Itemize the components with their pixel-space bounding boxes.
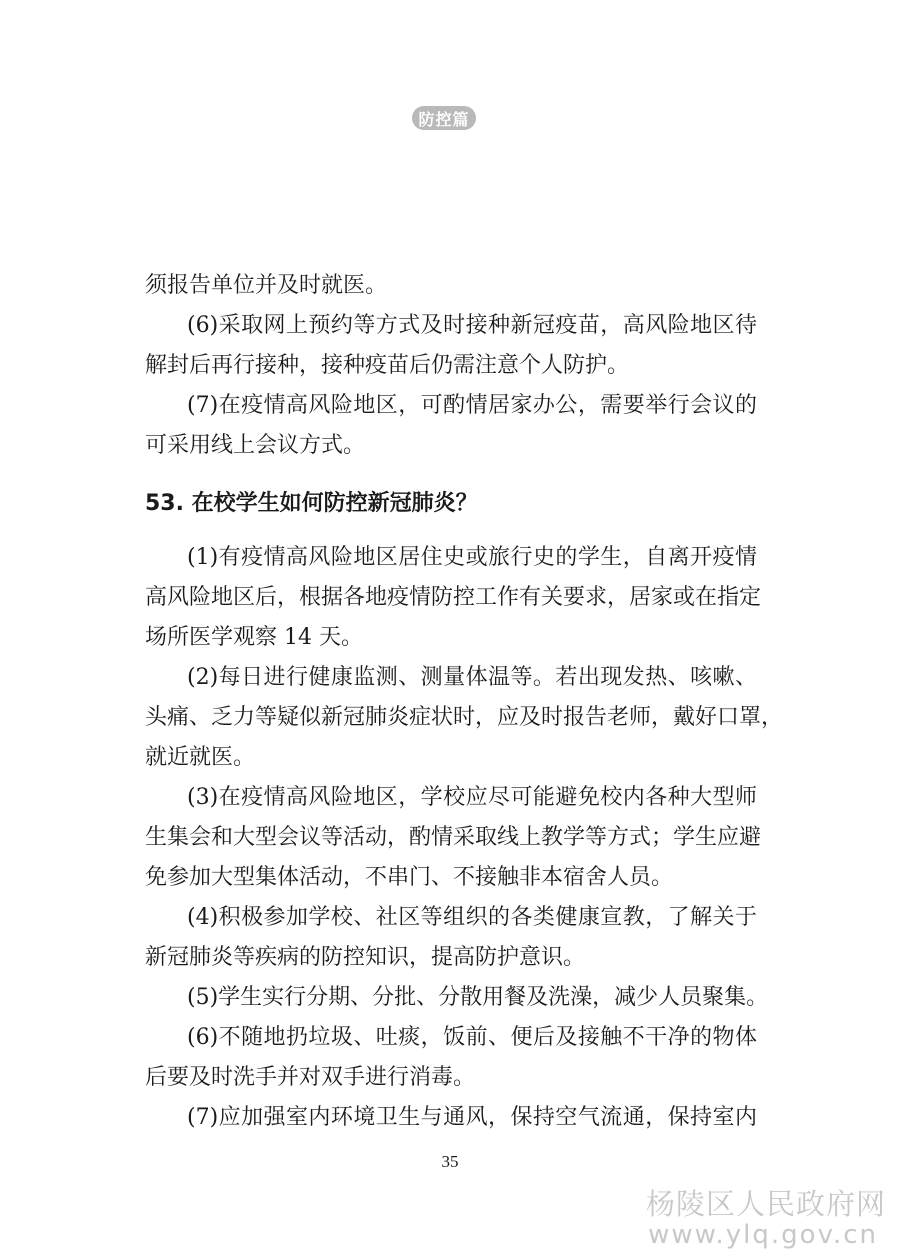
paragraph-line: 头痛、乏力等疑似新冠肺炎症状时，应及时报告老师，戴好口罩，: [145, 705, 784, 730]
watermark-site-name: 杨陵区人民政府网: [645, 1187, 886, 1221]
paragraph-line: (7)应加强室内环境卫生与通风，保持空气流通，保持室内: [187, 1105, 757, 1130]
paragraph-line: (5)学生实行分期、分批、分散用餐及洗澡，减少人员聚集。: [187, 985, 769, 1010]
paragraph-line: (6)不随地扔垃圾、吐痰，饭前、便后及接触不干净的物体: [187, 1025, 757, 1050]
paragraph-line: 须报告单位并及时就医。: [145, 273, 388, 298]
paragraph-line: 就近就医。: [145, 745, 256, 770]
paragraph-line: (4)积极参加学校、社区等组织的各类健康宣教，了解关于: [187, 905, 757, 930]
paragraph-line: (3)在疫情高风险地区，学校应尽可能避免校内各种大型师: [187, 785, 757, 810]
paragraph-line: 高风险地区后，根据各地疫情防控工作有关要求，居家或在指定: [145, 585, 762, 610]
section-header-label: 防控篇: [418, 109, 470, 129]
paragraph-line: 后要及时洗手并对双手进行消毒。: [145, 1065, 476, 1090]
paragraph-line: (2)每日进行健康监测、测量体温等。若出现发热、咳嗽、: [187, 665, 757, 690]
paragraph-line: 可采用线上会议方式。: [145, 433, 366, 458]
paragraph-line: (6)采取网上预约等方式及时接种新冠疫苗，高风险地区待: [187, 313, 757, 338]
paragraph-line: 场所医学观察 14 天。: [145, 625, 363, 650]
paragraph-line: 生集会和大型会议等活动，酌情采取线上教学等方式；学生应避: [145, 825, 762, 850]
paragraph-line: (1)有疫情高风险地区居住史或旅行史的学生，自离开疫情: [187, 545, 757, 570]
paragraph-line: (7)在疫情高风险地区，可酌情居家办公，需要举行会议的: [187, 393, 757, 418]
paragraph-line: 新冠肺炎等疾病的防控知识，提高防护意识。: [145, 945, 586, 970]
paragraph-line: 解封后再行接种，接种疫苗后仍需注意个人防护。: [145, 353, 630, 378]
section-header-badge: [412, 106, 476, 130]
page-number: 35: [441, 1152, 459, 1171]
watermark-url: www.ylq.gov.cn: [648, 1220, 878, 1250]
paragraph-line: 免参加大型集体活动，不串门、不接触非本宿舍人员。: [145, 865, 674, 890]
section-title: 53. 在校学生如何防控新冠肺炎？: [145, 491, 478, 516]
